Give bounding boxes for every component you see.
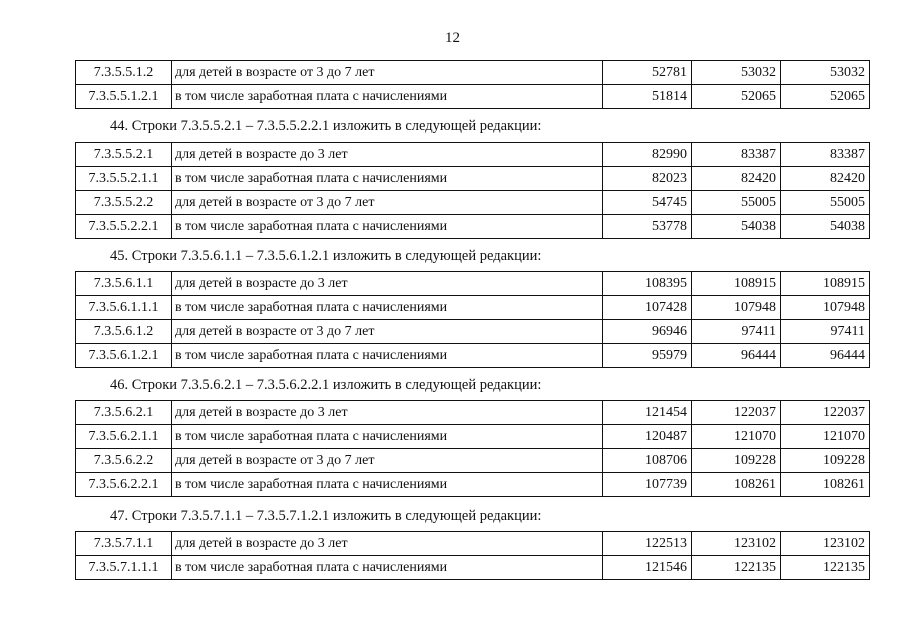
value-col-3: 122135 xyxy=(781,556,870,580)
value-col-1: 121454 xyxy=(603,401,692,425)
page-number: 12 xyxy=(445,30,460,46)
row-description: в том числе заработная плата с начислениями xyxy=(172,167,603,191)
row-code: 7.3.5.6.2.2.1 xyxy=(76,473,172,497)
value-col-1: 121546 xyxy=(603,556,692,580)
table-row xyxy=(76,556,870,580)
row-description: в том числе заработная плата с начислениями xyxy=(172,344,603,368)
row-code: 7.3.5.5.2.1.1 xyxy=(76,167,172,191)
row-code: 7.3.5.5.2.2 xyxy=(76,191,172,215)
value-col-3: 53032 xyxy=(781,61,870,85)
value-col-2: 107948 xyxy=(692,296,781,320)
row-description: для детей в возрасте до 3 лет xyxy=(172,272,603,296)
value-col-3: 52065 xyxy=(781,85,870,109)
table-section-47 xyxy=(75,531,865,580)
row-code: 7.3.5.6.2.1.1 xyxy=(76,425,172,449)
row-code: 7.3.5.6.1.1 xyxy=(76,272,172,296)
value-col-2: 55005 xyxy=(692,191,781,215)
value-col-3: 123102 xyxy=(781,532,870,556)
table-row xyxy=(76,191,870,215)
value-col-3: 121070 xyxy=(781,425,870,449)
value-col-1: 54745 xyxy=(603,191,692,215)
table-row xyxy=(76,532,870,556)
value-col-1: 52781 xyxy=(603,61,692,85)
row-description: для детей в возрасте до 3 лет xyxy=(172,143,603,167)
row-description: в том числе заработная плата с начислениями xyxy=(172,425,603,449)
value-col-3: 82420 xyxy=(781,167,870,191)
table-row xyxy=(76,320,870,344)
value-col-1: 107428 xyxy=(603,296,692,320)
row-code: 7.3.5.7.1.1.1 xyxy=(76,556,172,580)
row-description: для детей в возрасте от 3 до 7 лет xyxy=(172,320,603,344)
value-col-2: 83387 xyxy=(692,143,781,167)
table-row xyxy=(76,272,870,296)
value-col-2: 53032 xyxy=(692,61,781,85)
value-col-3: 54038 xyxy=(781,215,870,239)
row-code: 7.3.5.6.1.2.1 xyxy=(76,344,172,368)
value-col-2: 121070 xyxy=(692,425,781,449)
row-code: 7.3.5.5.2.2.1 xyxy=(76,215,172,239)
row-code: 7.3.5.7.1.1 xyxy=(76,532,172,556)
value-col-2: 108915 xyxy=(692,272,781,296)
value-col-2: 109228 xyxy=(692,449,781,473)
row-description: для детей в возрасте от 3 до 7 лет xyxy=(172,191,603,215)
value-col-2: 96444 xyxy=(692,344,781,368)
table-row xyxy=(76,449,870,473)
value-col-1: 82990 xyxy=(603,143,692,167)
value-col-2: 82420 xyxy=(692,167,781,191)
row-code: 7.3.5.6.2.1 xyxy=(76,401,172,425)
table-row xyxy=(76,473,870,497)
table-row xyxy=(76,344,870,368)
table-section-44 xyxy=(75,142,865,239)
data-table xyxy=(75,271,870,368)
value-col-2: 122135 xyxy=(692,556,781,580)
value-col-3: 83387 xyxy=(781,143,870,167)
data-table xyxy=(75,142,870,239)
row-code: 7.3.5.6.1.2 xyxy=(76,320,172,344)
data-table xyxy=(75,531,870,580)
table-row xyxy=(76,85,870,109)
data-table xyxy=(75,400,870,497)
data-table xyxy=(75,60,870,109)
section-heading-47: 47. Строки 7.3.5.7.1.1 – 7.3.5.7.1.2.1 изложить в следующей редакции: xyxy=(110,508,542,524)
table-row xyxy=(76,61,870,85)
value-col-1: 53778 xyxy=(603,215,692,239)
value-col-3: 55005 xyxy=(781,191,870,215)
table-row xyxy=(76,296,870,320)
value-col-1: 108395 xyxy=(603,272,692,296)
table-section-43 xyxy=(75,60,865,109)
value-col-1: 122513 xyxy=(603,532,692,556)
row-description: в том числе заработная плата с начислениями xyxy=(172,215,603,239)
row-description: в том числе заработная плата с начислениями xyxy=(172,85,603,109)
value-col-3: 97411 xyxy=(781,320,870,344)
value-col-1: 82023 xyxy=(603,167,692,191)
value-col-3: 122037 xyxy=(781,401,870,425)
row-code: 7.3.5.5.1.2.1 xyxy=(76,85,172,109)
row-description: в том числе заработная плата с начислениями xyxy=(172,556,603,580)
row-description: для детей в возрасте до 3 лет xyxy=(172,401,603,425)
row-description: для детей в возрасте от 3 до 7 лет xyxy=(172,449,603,473)
value-col-2: 122037 xyxy=(692,401,781,425)
row-description: для детей в возрасте до 3 лет xyxy=(172,532,603,556)
value-col-2: 123102 xyxy=(692,532,781,556)
value-col-1: 107739 xyxy=(603,473,692,497)
table-section-45 xyxy=(75,271,865,368)
section-heading-44: 44. Строки 7.3.5.5.2.1 – 7.3.5.5.2.2.1 изложить в следующей редакции: xyxy=(110,118,542,134)
table-section-46 xyxy=(75,400,865,497)
row-description: в том числе заработная плата с начислениями xyxy=(172,296,603,320)
value-col-3: 107948 xyxy=(781,296,870,320)
row-description: в том числе заработная плата с начислениями xyxy=(172,473,603,497)
table-row xyxy=(76,425,870,449)
value-col-3: 96444 xyxy=(781,344,870,368)
value-col-1: 51814 xyxy=(603,85,692,109)
value-col-1: 95979 xyxy=(603,344,692,368)
value-col-1: 108706 xyxy=(603,449,692,473)
value-col-1: 120487 xyxy=(603,425,692,449)
value-col-3: 108915 xyxy=(781,272,870,296)
row-code: 7.3.5.5.2.1 xyxy=(76,143,172,167)
value-col-1: 96946 xyxy=(603,320,692,344)
value-col-2: 97411 xyxy=(692,320,781,344)
section-heading-46: 46. Строки 7.3.5.6.2.1 – 7.3.5.6.2.2.1 изложить в следующей редакции: xyxy=(110,377,542,393)
value-col-3: 109228 xyxy=(781,449,870,473)
value-col-3: 108261 xyxy=(781,473,870,497)
row-description: для детей в возрасте от 3 до 7 лет xyxy=(172,61,603,85)
table-row xyxy=(76,167,870,191)
value-col-2: 54038 xyxy=(692,215,781,239)
row-code: 7.3.5.6.1.1.1 xyxy=(76,296,172,320)
table-row xyxy=(76,215,870,239)
section-heading-45: 45. Строки 7.3.5.6.1.1 – 7.3.5.6.1.2.1 изложить в следующей редакции: xyxy=(110,248,542,264)
row-code: 7.3.5.5.1.2 xyxy=(76,61,172,85)
value-col-2: 52065 xyxy=(692,85,781,109)
table-row xyxy=(76,401,870,425)
row-code: 7.3.5.6.2.2 xyxy=(76,449,172,473)
value-col-2: 108261 xyxy=(692,473,781,497)
table-row xyxy=(76,143,870,167)
